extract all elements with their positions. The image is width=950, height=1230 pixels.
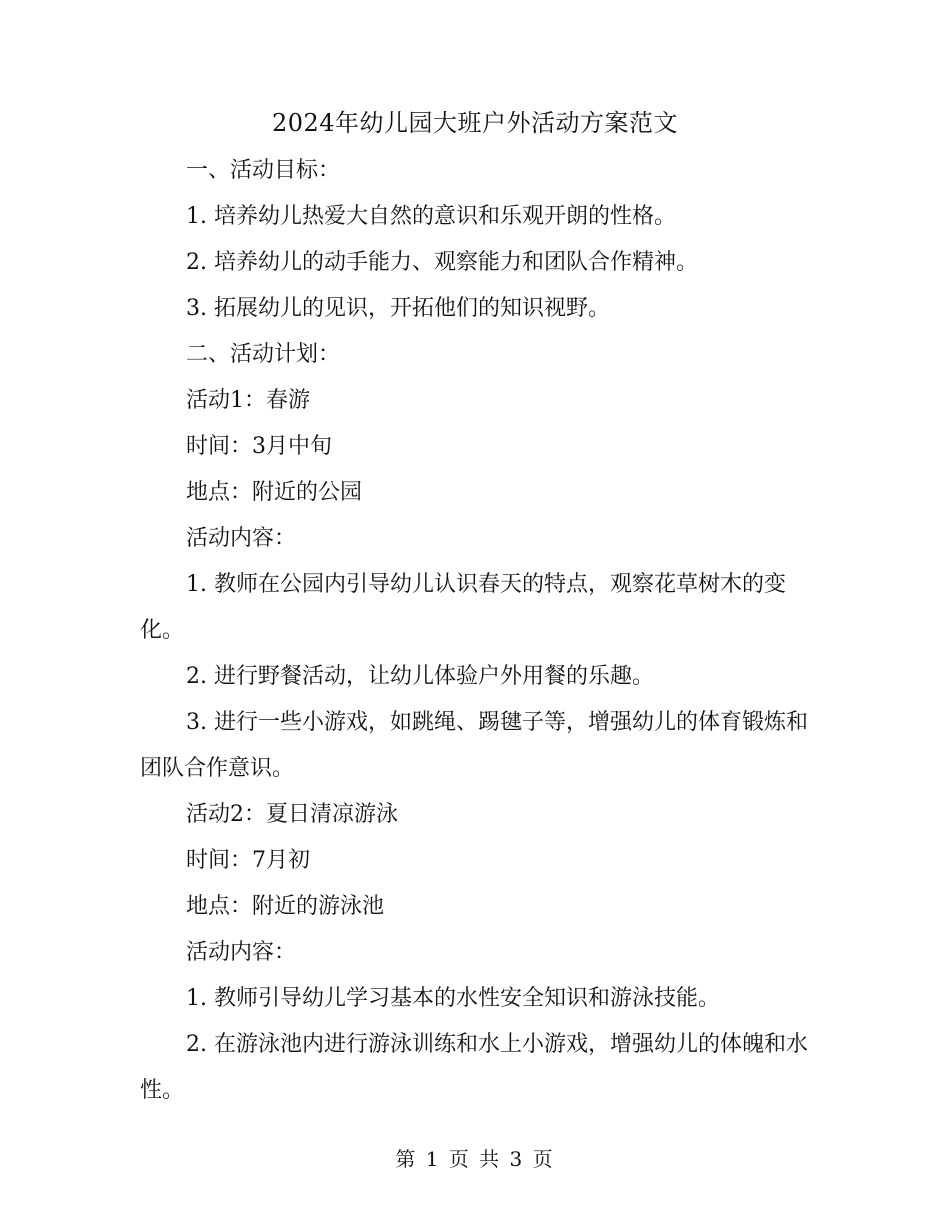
- section-heading-plan: 二、活动计划：: [186, 342, 341, 367]
- section-heading-goals: 一、活动目标：: [186, 158, 341, 183]
- activity-2-content-item-1: 1. 教师引导幼儿学习基本的水性安全知识和游泳技能。: [186, 986, 720, 1011]
- activity-1-title: 活动1：春游: [186, 388, 310, 413]
- document-title: 2024年幼儿园大班户外活动方案范文: [271, 109, 679, 137]
- page-footer: 第 1 页 共 3 页: [395, 1147, 555, 1171]
- activity-1-content-item-3: 3. 进行一些小游戏，如跳绳、踢毽子等，增强幼儿的体育锻炼和团队合作意识。: [140, 710, 808, 781]
- goal-item-3: 3. 拓展幼儿的见识，开拓他们的知识视野。: [186, 296, 610, 321]
- goal-item-1: 1. 培养幼儿热爱大自然的意识和乐观开朗的性格。: [186, 204, 676, 229]
- activity-1-location: 地点：附近的公园: [186, 480, 363, 505]
- activity-2-time: 时间：7月初: [186, 848, 310, 873]
- document-body: [140, 148, 812, 1114]
- goal-item-2: 2. 培养幼儿的动手能力、观察能力和团队合作精神。: [186, 250, 698, 275]
- activity-1-content-item-1: 1. 教师在公园内引导幼儿认识春天的特点，观察花草树木的变化。: [140, 572, 786, 643]
- activity-2-location: 地点：附近的游泳池: [186, 894, 385, 919]
- activity-1-time: 时间：3月中旬: [186, 434, 332, 459]
- activity-1-content-heading: 活动内容：: [186, 526, 297, 551]
- activity-2-title: 活动2：夏日清凉游泳: [186, 802, 398, 827]
- activity-1-content-item-2: 2. 进行野餐活动，让幼儿体验户外用餐的乐趣。: [186, 664, 654, 689]
- activity-2-content-heading: 活动内容：: [186, 940, 297, 965]
- activity-2-content-item-2: 2. 在游泳池内进行游泳训练和水上小游戏，增强幼儿的体魄和水性。: [140, 1032, 808, 1103]
